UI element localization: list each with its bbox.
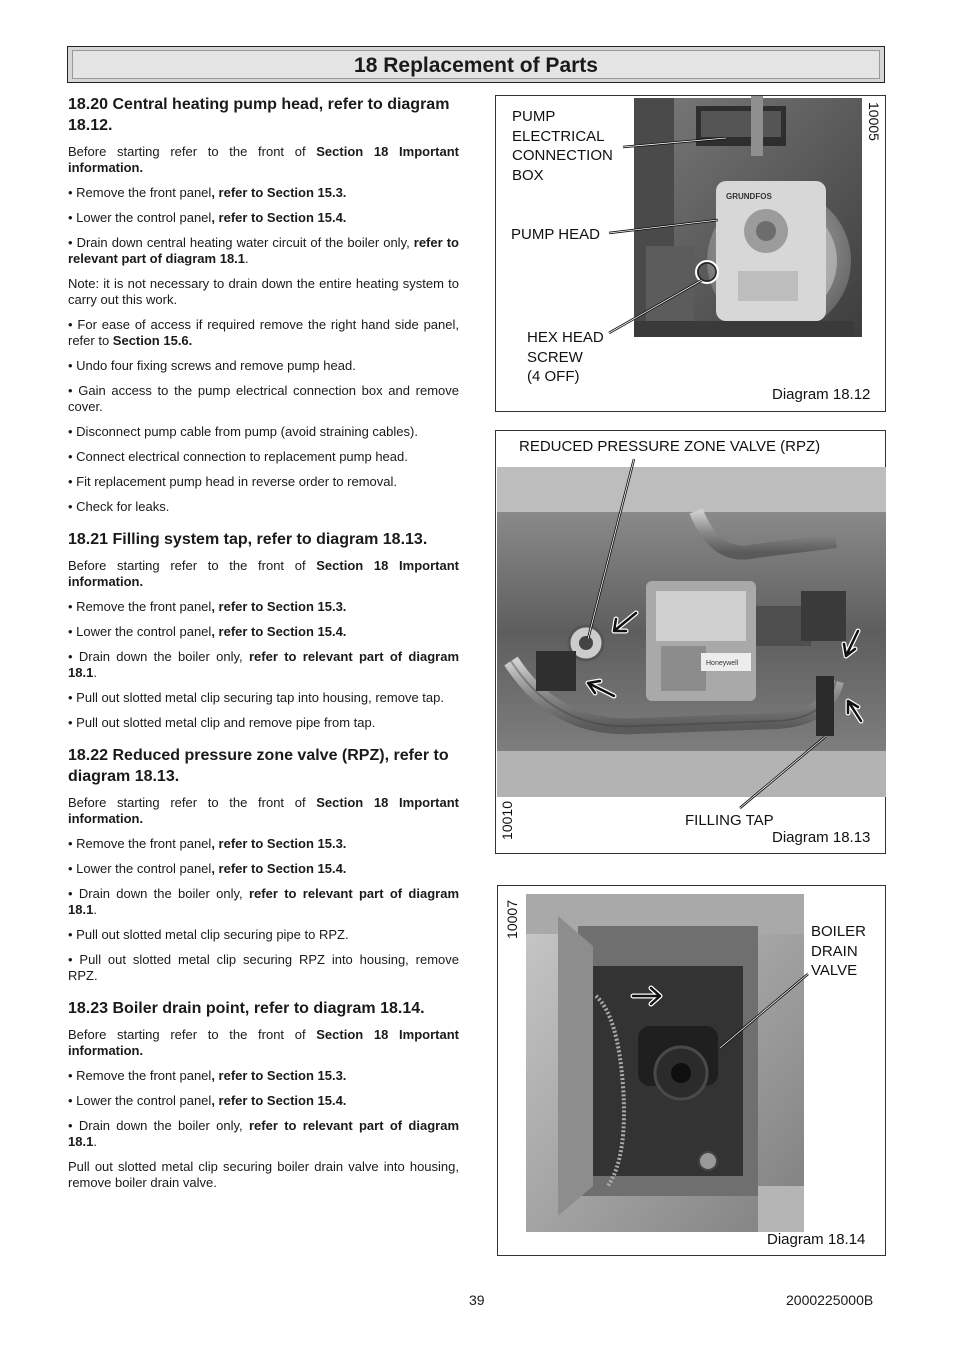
section-heading-18-22: 18.22 Reduced pressure zone valve (RPZ), refer to diagram 18.13. [68,747,449,785]
text: • For ease of access if required remove the right hand side panel, refer to [68,317,459,348]
text: Before starting refer to the front of [68,558,317,573]
bullet [68,649,459,681]
bullet: • Disconnect pump cable from pump (avoid straining cables). [68,424,418,439]
text-bold: Section 18 Important information. [68,144,459,175]
label-rpz: REDUCED PRESSURE ZONE VALVE (RPZ) [519,438,821,455]
label-line: PUMP [512,108,556,125]
bullet: • Fit replacement pump head in reverse order to removal. [68,474,397,489]
text: • Drain down the boiler only, [68,1118,249,1133]
label-line: SCREW [527,348,583,366]
note: Note: it is not necessary to drain down the entire heating system to carry out this work. [68,276,459,307]
text-bold: Section 18 Important information. [68,558,459,589]
page-header-inner [72,50,880,79]
text: . [93,902,97,917]
paragraph [68,795,459,827]
text: • Lower the control panel [68,1093,212,1108]
text: • Drain down central heating water circuit of the boiler only, [68,235,414,250]
text-bold: , refer to Section 15.3. [211,599,347,614]
bullet: • Connect electrical connection to replacement pump head. [68,449,408,464]
label-pump-electrical-box [512,107,613,185]
text-bold: refer to relevant part of diagram 18.1 [68,649,459,680]
text-bold: , refer to Section 15.4. [211,1093,347,1108]
label-pump-head: PUMP HEAD [511,226,600,243]
bullet [68,836,459,852]
bullet: • Check for leaks. [68,499,170,514]
diagram-caption: Diagram 18.12 [772,386,871,403]
paragraph [68,1027,459,1059]
diagram-ref-number: 10005 [866,102,882,141]
section-heading-18-21: 18.21 Filling system tap, refer to diagram 18.13. [68,531,428,548]
section-heading-18-23: 18.23 Boiler drain point, refer to diagram 18.14. [68,1000,425,1017]
label-boiler-drain-valve [811,922,866,981]
label-line: CONNECTION [512,147,613,164]
section-heading-18-20: 18.20 Central heating pump head, refer to diagram 18.12. [68,96,450,134]
bullet: • Pull out slotted metal clip securing tap into housing, remove tap. [68,690,444,705]
label-hex-head-screw [527,328,604,387]
bullet: • Undo four fixing screws and remove pump head. [68,358,356,373]
text: . [245,251,249,266]
label-line: BOX [512,166,544,184]
page-header [67,46,885,83]
bullet [68,317,459,349]
diagram-caption: Diagram 18.14 [767,1231,866,1248]
text-bold: refer to relevant part of diagram 18.1 [68,235,459,266]
bullet [68,1068,459,1084]
label-line: HEX HEAD [527,329,604,346]
text-bold: Section 18 Important information. [68,795,459,826]
text: • Lower the control panel [68,624,212,639]
document-code: 2000225000B [786,1292,874,1308]
text: . [93,665,97,680]
bullet [68,210,459,226]
text-bold: , refer to Section 15.4. [211,624,347,639]
bullet [68,886,459,918]
bullet [68,624,459,640]
text: • Remove the front panel [68,185,212,200]
text: Before starting refer to the front of [68,795,317,810]
text: • Lower the control panel [68,210,212,225]
text-bold: Section 15.6. [112,333,193,348]
bullet: • Pull out slotted metal clip securing pipe to RPZ. [68,927,349,942]
text-column [68,94,459,1200]
diagram-ref-number: 10010 [499,801,515,840]
bullet [68,599,459,615]
diagram-caption: Diagram 18.13 [772,829,871,846]
text: • Remove the front panel [68,599,212,614]
text: • Remove the front panel [68,836,212,851]
bullet [68,1118,459,1150]
bullet: • Gain access to the pump electrical connection box and remove cover. [68,383,459,414]
text-bold: , refer to Section 15.4. [211,861,347,876]
bullet [68,185,459,201]
text-bold: , refer to Section 15.3. [211,836,347,851]
bullet [68,235,459,267]
page-number: 39 [469,1292,485,1308]
bullet [68,1093,459,1109]
label-line: BOILER [811,923,867,940]
page-title: 18 Replacement of Parts [354,54,598,77]
text: Before starting refer to the front of [68,1027,317,1042]
bullet [68,861,459,877]
text-bold: Section 18 Important information. [68,1027,459,1058]
label-line: VALVE [811,962,858,979]
paragraph: Pull out slotted metal clip securing boiler drain valve into housing, remove boiler drain valve. [68,1159,459,1190]
rpz-brand-text: Honeywell [706,660,739,667]
pump-brand-text: GRUNDFOS [726,192,772,201]
text: • Drain down the boiler only, [68,649,249,664]
diagram-18-12 [495,95,886,412]
text-bold: , refer to Section 15.4. [211,210,347,225]
label-line: (4 OFF) [527,368,580,385]
rpz-photo [496,431,887,855]
text: . [93,1134,97,1149]
diagram-18-14 [497,885,886,1256]
paragraph [68,144,459,176]
diagram-18-13 [495,430,886,854]
text-bold: , refer to Section 15.3. [211,185,347,200]
paragraph [68,558,459,590]
text: • Remove the front panel [68,1068,212,1083]
text-bold: refer to relevant part of diagram 18.1 [68,1118,459,1149]
bullet: • Pull out slotted metal clip and remove pipe from tap. [68,715,376,730]
text-bold: refer to relevant part of diagram 18.1 [68,886,459,917]
label-filling-tap: FILLING TAP [685,812,774,829]
bullet: • Pull out slotted metal clip securing RPZ into housing, remove RPZ. [68,952,459,983]
text: • Drain down the boiler only, [68,886,249,901]
text-bold: , refer to Section 15.3. [211,1068,347,1083]
label-line: ELECTRICAL [512,127,605,145]
text: Before starting refer to the front of [68,144,317,159]
text: • Lower the control panel [68,861,212,876]
label-line: DRAIN [811,942,858,960]
diagram-ref-number: 10007 [504,900,520,939]
